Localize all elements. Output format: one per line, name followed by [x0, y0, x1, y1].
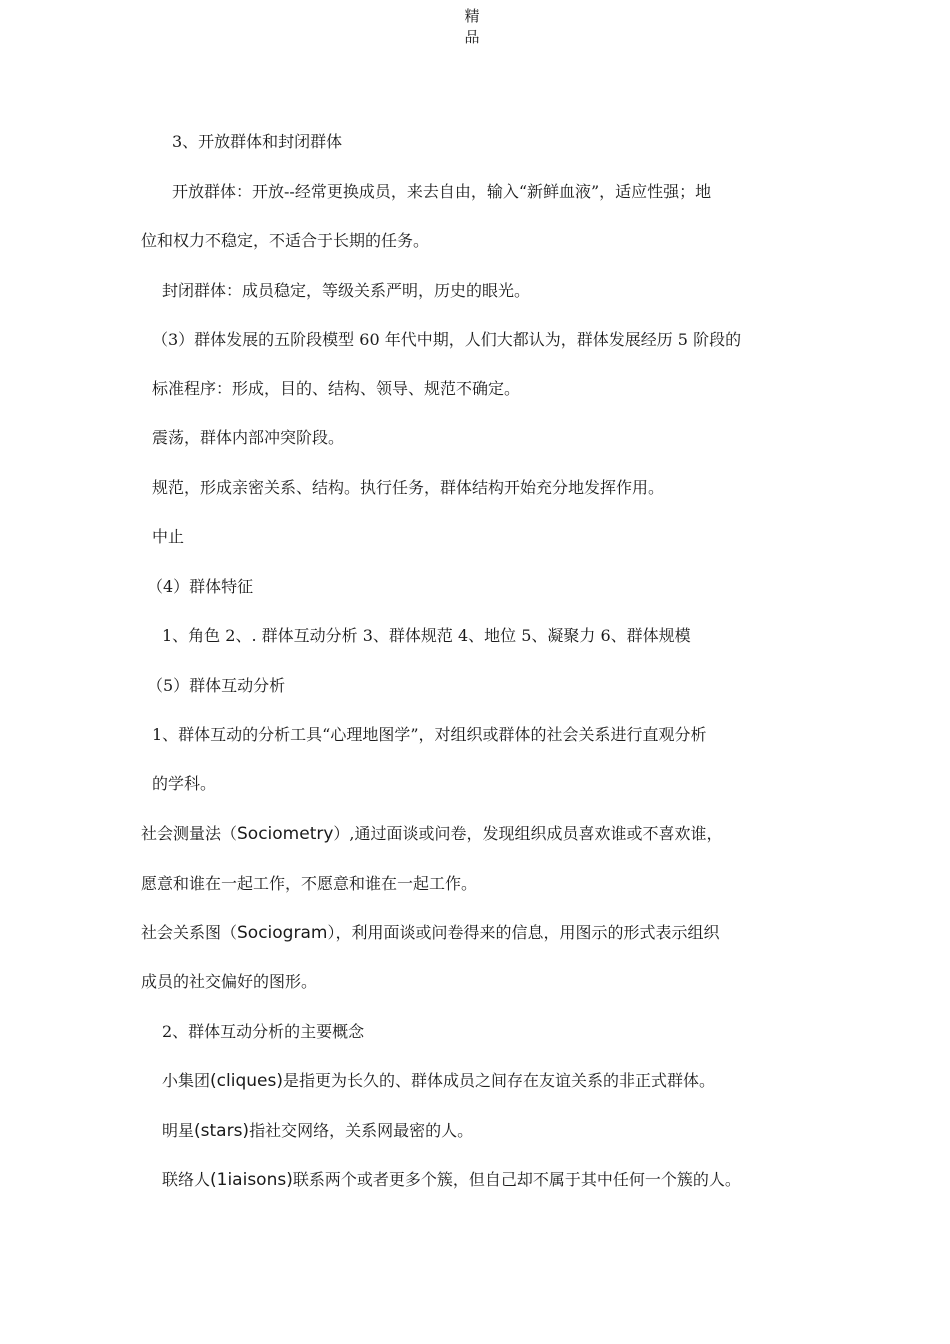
paragraph-sociogram-cont: 成员的社交偏好的图形。: [141, 972, 318, 991]
liaisons-lead: 联络人: [162, 1170, 211, 1189]
sociometry-lead: 社会测量法（: [141, 824, 238, 843]
cliques-lead: 小集团: [162, 1071, 211, 1090]
paragraph-storming: 震荡，群体内部冲突阶段。: [152, 428, 345, 447]
header-line-2: 品: [464, 28, 480, 46]
paragraph-adjourning: 中止: [152, 527, 185, 546]
paragraph-five-stage-model: （3）群体发展的五阶段模型 60 年代中期，人们大都认为，群体发展经历 5 阶段的: [152, 330, 742, 349]
section-heading-group-interaction: （5）群体互动分析: [147, 676, 286, 695]
paragraph-open-group-cont: 位和权力不稳定，不适合于长期的任务。: [141, 231, 430, 250]
page-header: [0, 6, 944, 48]
stars-desc: 指社交网络，关系网最密的人。: [249, 1121, 474, 1140]
paragraph-sociometry-cont: 愿意和谁在一起工作，不愿意和谁在一起工作。: [141, 874, 478, 893]
cliques-term: (cliques): [210, 1071, 283, 1091]
paragraph-liaisons: [162, 1169, 741, 1191]
stars-lead: 明星: [162, 1121, 195, 1140]
sociogram-desc: ），利用面谈或问卷得来的信息，用图示的形式表示组织: [327, 923, 720, 942]
header-line-1: 精: [464, 7, 480, 25]
paragraph-stars: [162, 1120, 473, 1142]
liaisons-term: (1iaisons): [210, 1170, 293, 1190]
liaisons-desc: 联系两个或者更多个簇，但自己却不属于其中任何一个簇的人。: [292, 1170, 741, 1189]
section-heading-group-features: （4）群体特征: [147, 577, 254, 596]
sociogram-term: Sociogram: [237, 923, 328, 943]
paragraph-psychogeography: 1、群体互动的分析工具“心理地图学”，对组织或群体的社会关系进行直观分析: [152, 725, 707, 744]
section-heading-open-closed: 3、开放群体和封闭群体: [172, 132, 343, 151]
paragraph-sociogram: [141, 922, 719, 944]
paragraph-open-group: 开放群体：开放--经常更换成员，来去自由，输入“新鲜血液”，适应性强；地: [172, 182, 712, 201]
sociometry-desc: ）,通过面谈或问卷，发现组织成员喜欢谁或不喜欢谁，: [333, 824, 723, 843]
paragraph-sociometry: [141, 823, 723, 845]
stars-term: (stars): [194, 1121, 250, 1141]
paragraph-psychogeography-cont: 的学科。: [152, 774, 217, 793]
paragraph-norming: 规范，形成亲密关系、结构。执行任务，群体结构开始充分地发挥作用。: [152, 478, 665, 497]
cliques-desc: 是指更为长久的、群体成员之间存在友谊关系的非正式群体。: [282, 1071, 715, 1090]
sociogram-lead: 社会关系图（: [141, 923, 238, 942]
sociometry-term: Sociometry: [237, 824, 334, 844]
paragraph-group-features-list: 1、角色 2、. 群体互动分析 3、群体规范 4、地位 5、凝聚力 6、群体规模: [162, 626, 691, 645]
paragraph-closed-group: 封闭群体：成员稳定，等级关系严明，历史的眼光。: [162, 281, 531, 300]
paragraph-cliques: [162, 1070, 715, 1092]
section-heading-main-concepts: 2、群体互动分析的主要概念: [162, 1022, 365, 1041]
paragraph-five-stage-forming: 标准程序：形成，目的、结构、领导、规范不确定。: [152, 379, 521, 398]
